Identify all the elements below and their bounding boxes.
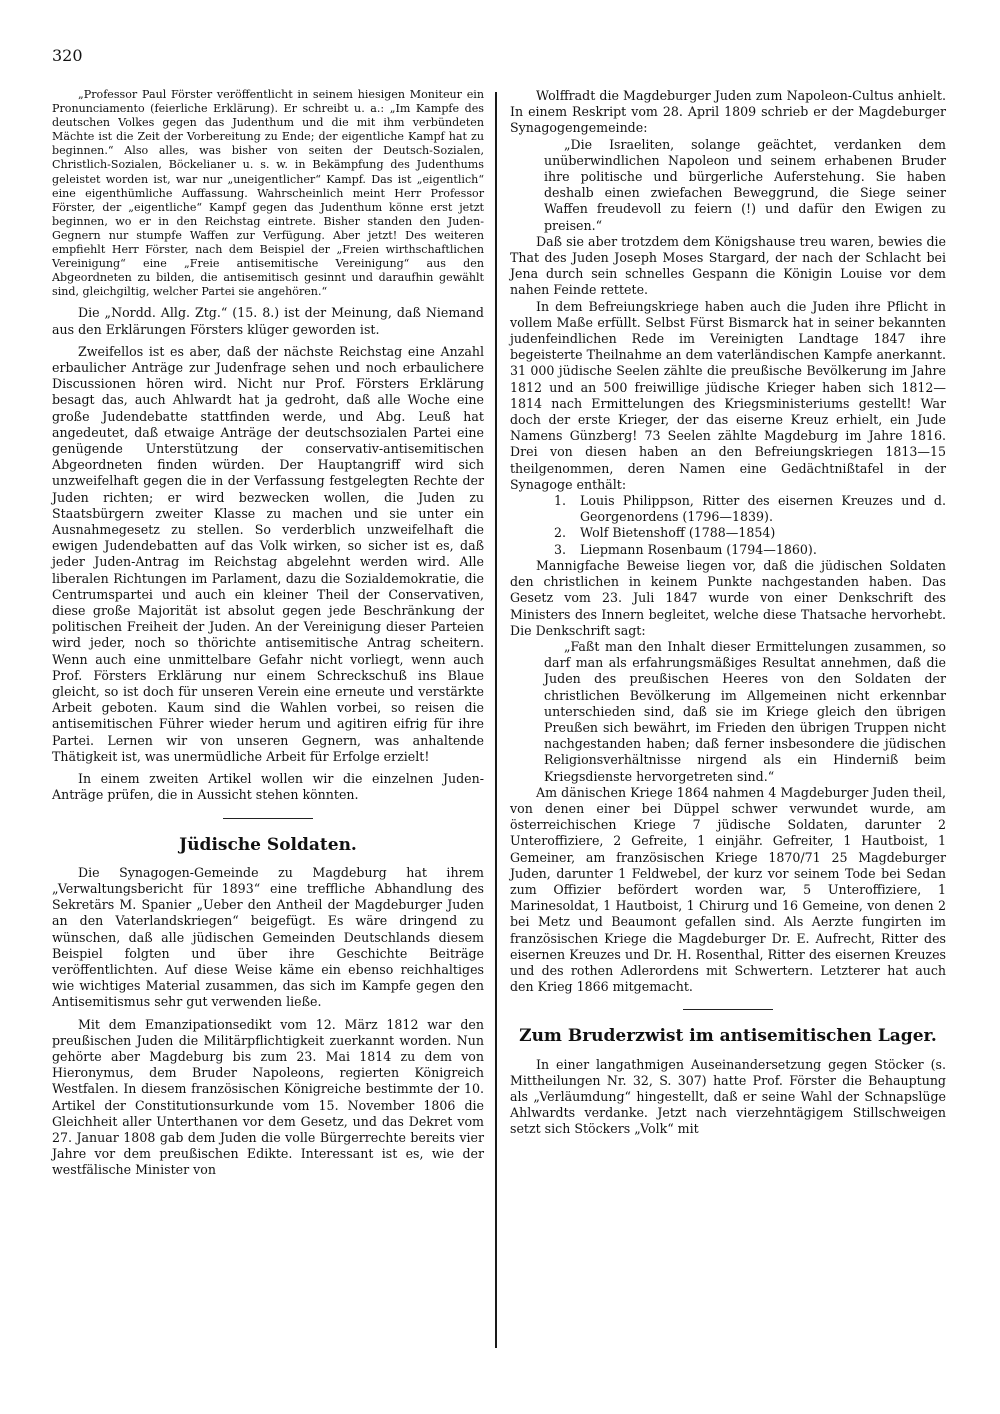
section-heading: Zum Bruderzwist im antisemitischen Lager. xyxy=(519,1026,937,1047)
list-item: 3. Liepmann Rosenbaum (1794—1860). xyxy=(554,541,817,557)
page-number: 320 xyxy=(52,46,83,65)
article-paragraph: Am dänischen Kriege 1864 nahmen 4 Magdeburger Juden theil, von denen einer bei Düppel schwer verwundet wurde, am österreichischen Kriege 7 jüdische Soldaten, darunter 2 Unteroffiziere, 2 Gefreite, 1 einjähr. Gefreiter, 1 Hautboist, 1 Gemeiner, am französischen Kriege 1870/71 25 Magdeburger Juden, darunter 1 Feldwebel, der kurz vor seinem Tode bei Sedan zum Offizier befördert worden war, 5 Unteroffiziere, 1 Marinesoldat, 1 Hautboist, 1 Chirurg und 16 Gemeine, von denen 2 bei Metz und Beaumont gefallen sind. Als Aerzte fungirten im französischen Kriege die Magdeburger Dr. E. Aufrecht, Ritter des eisernen Kreuzes und Dr. H. Rosenthal, Ritter des eisernen Kreuzes und des rothen Adlerordens mit Schwertern. Letzterer hat auch den Krieg 1866 mitgemacht. xyxy=(510,784,946,995)
section-divider xyxy=(223,818,313,819)
section-divider xyxy=(683,1009,773,1010)
right-column xyxy=(510,88,946,1138)
block-quote: „Faßt man den Inhalt dieser Ermittelungen zusammen, so darf man als erfahrungsmäßiges Resultat annehmen, daß die Juden des preußischen Heeres von den Soldaten der christlichen Bevölkerung im Allgemeinen nicht erkennbar unterschieden sind, daß sie im Kriege gleich den übrigen Preußen sich bewährt, im Frieden den übrigen Truppen nicht nachgestanden haben; daß ferner insbesondere die jüdischen Religionsverhältnisse nirgend als ein Hinderniß beim Kriegsdienste hervorgetreten sind.“ xyxy=(544,638,946,784)
left-column xyxy=(52,88,484,1179)
memorial-list xyxy=(510,493,946,558)
article-paragraph: Daß sie aber trotzdem dem Königshause treu waren, bewies die That des Juden Joseph Moses Stargard, der nach der Schlacht bei Jena durch sein schnelles Gespann die Königin Louise vor dem nahen Feinde rettete. xyxy=(510,233,946,298)
article-paragraph: „Professor Paul Förster veröffentlicht in seinem hiesigen Moniteur ein Pronunciamento (feierliche Erklärung). Er schreibt u. a.: „Im Kampfe des deutschen Volkes gegen das Judenthum und die mit ihm verbündeten Mächte ist die Zeit der Vorbereitung zu Ende; der eigentliche Kampf hat zu beginnen.“ Also alles, was bisher von seiten der Deutsch-Sozialen, Christlich-Sozialen, Böckelianer u. s. w. in Bekämpfung des Judenthums geleistet worden ist, war nur „uneigentlicher“ Kampf. Das ist „eigentlich“ eine eigenthümliche Auffassung. Wahrscheinlich meint Herr Professor Förster, der „eigentliche“ Kampf gegen das Judenthum könne erst jetzt beginnen, wo er in den Reichstag eintrete. Bisher standen den Juden-Gegnern nur stumpfe Waffen zur Verfügung. Aber jetzt! Des weiteren empfiehlt Herr Förster, nach dem Beispiel der „Freien wirthschaftlichen Vereinigung“ eine „Freie antisemitische Vereinigung“ aus den Abgeordneten zu bilden, die antisemitisch gesinnt und daraufhin gewählt sind, gleichgiltig, welcher Partei sie angehören.“ xyxy=(52,88,484,299)
list-item: 1. Louis Philippson, Ritter des eisernen Kreuzes und d. Georgenordens (1796—1839). xyxy=(554,493,946,525)
column-divider xyxy=(495,92,497,1348)
article-paragraph: Mit dem Emanzipationsedikt vom 12. März 1812 war den preußischen Juden die Militärpflichtigkeit zuerkannt worden. Nun gehörte aber Magdeburg bis zum 23. Mai 1814 zu dem von Hieronymus, dem Bruder Napoleons, regierten Königreich Westfalen. In diesem französischen Königreiche bestimmte der 10. Artikel der Constitutionsurkunde vom 15. November 1806 die Gleichheit aller Unterthanen vor dem Gesetz, und das Dekret vom 27. Januar 1808 gab dem Juden die volle Bürgerrechte bereits vier Jahre vor dem preußischen Edikte. Interessant ist es, wie der westfälische Minister von xyxy=(52,1016,484,1178)
article-paragraph: Die Synagogen-Gemeinde zu Magdeburg hat ihrem „Verwaltungsbericht für 1893“ eine treffliche Abhandlung des Sekretärs M. Spanier „Ueber den Antheil der Magdeburger Juden an den Vaterlandskriegen“ beigefügt. Es wäre dringend zu wünschen, daß alle jüdischen Gemeinden Deutschlands diesem Beispiel folgten und über ihre Geschichte Beiträge veröffentlichten. Auf diese Weise käme ein ebenso reichhaltiges wie wichtiges Material zusammen, das sich im Kampfe gegen den Antisemitismus sehr gut verwenden ließe. xyxy=(52,864,484,1010)
article-paragraph: Die „Nordd. Allg. Ztg.“ (15. 8.) ist der Meinung, daß Niemand aus den Erklärungen Försters klüger geworden ist. xyxy=(52,305,484,337)
section-heading: Jüdische Soldaten. xyxy=(179,834,357,855)
article-paragraph: In einer langathmigen Auseinandersetzung gegen Stöcker (s. Mittheilungen Nr. 32, S. 307) hatte Prof. Förster die Behauptung als „Verläumdung“ hingestellt, daß er seine Wahl der Schnapslüge Ahlwardts verdanke. Jetzt nach vierzehntägigem Stillschweigen setzt sich Stöckers „Volk“ mit xyxy=(510,1056,946,1137)
list-item: 2. Wolf Bietenshoff (1788—1854) xyxy=(554,525,776,541)
article-paragraph: Wolffradt die Magdeburger Juden zum Napoleon-Cultus anhielt. In einem Reskript vom 28. April 1809 schrieb er der Magdeburger Synagogengemeinde: xyxy=(510,88,946,136)
article-paragraph: In dem Befreiungskriege haben auch die Juden ihre Pflicht in vollem Maße erfüllt. Selbst Fürst Bismarck hat in seiner bekannten judenfeindlichen Rede im Vereinigten Landtage 1847 ihre begeisterte Theilnahme an dem vaterländischen Kampfe anerkannt. 31 000 jüdische Seelen zählte die preußische Bevölkerung im Jahre 1812 und an 500 freiwillige jüdische Krieger haben sich 1812—1814 nach Ermittelungen des Kriegsministeriums gestellt! War doch der erste Krieger, der das eiserne Kreuz erhielt, ein Jude Namens Günzberg! 73 Seelen zählte Magdeburg im Jahre 1816. Drei von diesen haben an den Befreiungskriegen 1813—15 theilgenommen, deren Namen eine Gedächtnißtafel in der Synagoge enthält: xyxy=(510,298,946,492)
article-paragraph: Zweifellos ist es aber, daß der nächste Reichstag eine Anzahl erbaulicher Anträge zur Judenfrage sehen und noch erbaulichere Discussionen hören wird. Nicht nur Prof. Försters Erklärung besagt das, auch Ahlwardt hat ja gedroht, daß alle Woche eine große Judendebatte stattfinden werde, und Abg. Leuß hat angedeutet, daß etwaige Anträge der deutschsozialen Partei eine genügende Unterstützung der conservativ-antisemitischen Abgeordneten finden würden. Der Hauptangriff wird sich unzweifelhaft gegen die in der Verfassung festgelegten Rechte der Juden richten; er wird bezwecken wollen, die Juden zu Staatsbürgern zweiter Klasse zu machen und sie unter ein Ausnahmegesetz zu stellen. So verderblich unzweifelhaft die ewigen Judendebatten auf das Volk wirken, so sicher ist es, daß jeder Juden-Antrag im Reichstag abgelehnt werden wird. Alle liberalen Richtungen im Parlament, dazu die Sozialdemokratie, die Centrumspartei und auch ein kleiner Theil der Conservativen, diese große Majorität ist absolut gegen jede Beschränkung der politischen Freiheit der Juden. An der Vereinigung dieser Parteien wird jeder, noch so thörichte antisemitische Antrag scheitern. Wenn auch eine unmittelbare Gefahr nicht vorliegt, wenn auch Prof. Försters Erklärung nur einem Schreckschuß ins Blaue gleicht, so ist doch für unseren Verein eine erneute und verstärkte Arbeit geboten. Kaum sind die Wahlen vorbei, so reisen die antisemitischen Führer wieder herum und agitiren eifrig für ihre Partei. Lernen wir von unseren Gegnern, was anhaltende Thätigkeit ist, was unermüdliche Arbeit für Erfolge erzielt! xyxy=(52,343,484,764)
article-paragraph: In einem zweiten Artikel wollen wir die einzelnen Juden-Anträge prüfen, die in Aussicht stehen könnten. xyxy=(52,771,484,803)
block-quote: „Die Israeliten, solange geächtet, verdanken dem unüberwindlichen Napoleon und seinem erhabenen Bruder ihre politische und bürgerliche Auferstehung. Sie haben deshalb einen zwiefachen Beweggrund, die Siege seiner Waffen freudevoll zu feiern (!) und dafür den Ewigen zu preisen.“ xyxy=(544,136,946,233)
article-paragraph: Mannigfache Beweise liegen vor, daß die jüdischen Soldaten den christlichen in keinem Punkte nachgestanden haben. Das Gesetz vom 23. Juli 1847 wurde von einer Denkschrift des Ministers des Innern begleitet, welche diese Thatsache hervorhebt. Die Denkschrift sagt: xyxy=(510,557,946,638)
